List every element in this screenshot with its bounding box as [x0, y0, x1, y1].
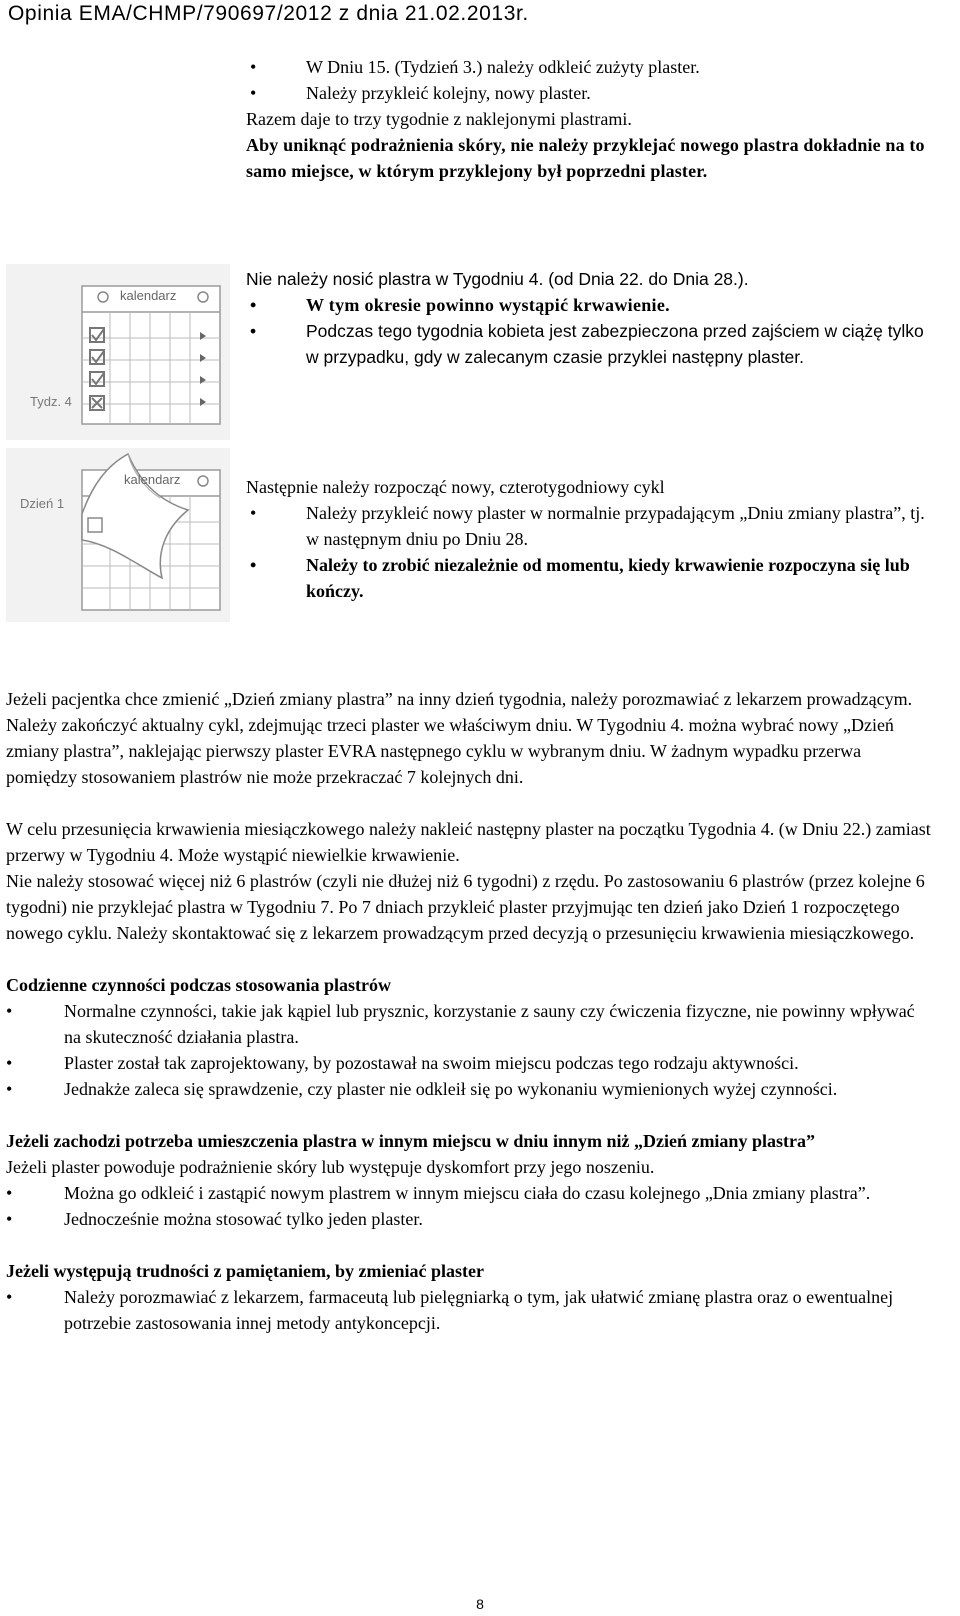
list-item: • Można go odkleić i zastąpić nowym plastrem w innym miejscu ciała do czasu kolejnego „Dnia zmiany plastra”. — [6, 1180, 936, 1206]
paragraph: Jeżeli pacjentka chce zmienić „Dzień zmiany plastra” na inny dzień tygodnia, należy porozmawiać z lekarzem prowadzącym. — [6, 689, 913, 709]
top-block — [246, 54, 946, 184]
paragraph: Jeżeli plaster powoduje podrażnienie skóry lub występuje dyskomfort przy jego noszeniu. — [6, 1157, 655, 1177]
list-item: • Jednakże zaleca się sprawdzenie, czy plaster nie odkleił się po wykonaniu wymienionych wyżej czynności. — [6, 1076, 936, 1102]
paragraph: Następnie należy rozpocząć nowy, czterotygodniowy cykl — [246, 477, 665, 497]
list-item: • Jednocześnie można stosować tylko jeden plaster. — [6, 1206, 936, 1232]
list-item: • W tym okresie powinno wystąpić krwawienie. — [246, 292, 926, 318]
section-heading: Jeżeli zachodzi potrzeba umieszczenia plastra w innym miejscu w dniu innym niż „Dzień zmiany plastra” — [6, 1131, 815, 1151]
day1-text — [246, 474, 936, 604]
paragraph: Nie należy nosić plastra w Tygodniu 4. (od Dnia 22. do Dnia 28.). — [246, 269, 749, 289]
section-heading: Jeżeli występują trudności z pamiętaniem, by zmieniać plaster — [6, 1261, 484, 1281]
week4-text — [246, 266, 926, 370]
list-item: • Należy to zrobić niezależnie od momentu, kiedy krwawienie rozpoczyna się lub kończy. — [246, 552, 936, 604]
warning-text: Aby uniknąć podrażnienia skóry, nie należy przyklejać nowego plastra dokładnie na to samo miejsce, w którym przyklejony był poprzedni plaster. — [246, 135, 925, 181]
calendar-week-label: Tydz. 4 — [30, 394, 72, 409]
section-heading: Codzienne czynności podczas stosowania plastrów — [6, 975, 392, 995]
page-number: 8 — [476, 1596, 484, 1612]
document-header: Opinia EMA/CHMP/790697/2012 z dnia 21.02.2013r. — [8, 2, 529, 25]
calendar-day-label: Dzień 1 — [20, 496, 65, 511]
paragraph: Razem daje to trzy tygodnie z naklejonymi plastrami. — [246, 109, 632, 129]
list-item: • Normalne czynności, takie jak kąpiel lub prysznic, korzystanie z sauny czy ćwiczenia fizyczne, nie powinny wpływać na skuteczność działania plastra. — [6, 998, 936, 1050]
paragraph: Nie należy stosować więcej niż 6 plastrów (czyli nie dłużej niż 6 tygodni) z rzędu. Po zastosowaniu 6 plastrów (przez kolejne 6 tygodni) nie przyklejać plastra w Tygodniu 7. Po 7 dniach przykleić plaster przyjmując ten dzień jako Dzień 1 rozpoczętego nowego cyklu. Należy skontaktować się z lekarzem prowadzącym przed decyzją o przesunięciu krwawienia miesiączkowego. — [6, 871, 925, 943]
list-item: • Należy porozmawiać z lekarzem, farmaceutą lub pielęgniarką o tym, jak ułatwić zmianę plastra oraz o ewentualnej potrzebie zastosowania innej metody antykoncepcji. — [6, 1284, 936, 1336]
paragraph: Należy zakończyć aktualny cykl, zdejmując trzeci plaster we właściwym dniu. W Tygodniu 4. można wybrać nowy „Dzień zmiany plastra”, naklejając pierwszy plaster EVRA następnego cyklu w wybranym dniu. W żadnym wypadku przerwa pomiędzy stosowaniem plastrów nie może przekraczać 7 kolejnych dni. — [6, 715, 894, 787]
list-item: • Należy przykleić kolejny, nowy plaster. — [246, 80, 946, 106]
calendar-header: kalendarz — [120, 288, 177, 303]
calendar-week4-image — [6, 264, 230, 440]
list-item: • Należy przykleić nowy plaster w normalnie przypadającym „Dniu zmiany plastra”, tj. w następnym dniu po Dniu 28. — [246, 500, 936, 552]
list-item: • Plaster został tak zaprojektowany, by pozostawał na swoim miejscu podczas tego rodzaju aktywności. — [6, 1050, 936, 1076]
list-item: • Podczas tego tygodnia kobieta jest zabezpieczona przed zajściem w ciążę tylko w przypadku, gdy w zalecanym czasie przyklei następny plaster. — [246, 318, 926, 370]
paragraph: W celu przesunięcia krwawienia miesiączkowego należy nakleić następny plaster na początku Tygodnia 4. (w Dniu 22.) zamiast przerwy w Tygodniu 4. Może wystąpić niewielkie krwawienie. — [6, 819, 931, 865]
calendar-day1-image — [6, 448, 230, 622]
list-item: • W Dniu 15. (Tydzień 3.) należy odkleić zużyty plaster. — [246, 54, 946, 80]
calendar-header: kalendarz — [124, 472, 181, 487]
main-body — [6, 686, 936, 1336]
